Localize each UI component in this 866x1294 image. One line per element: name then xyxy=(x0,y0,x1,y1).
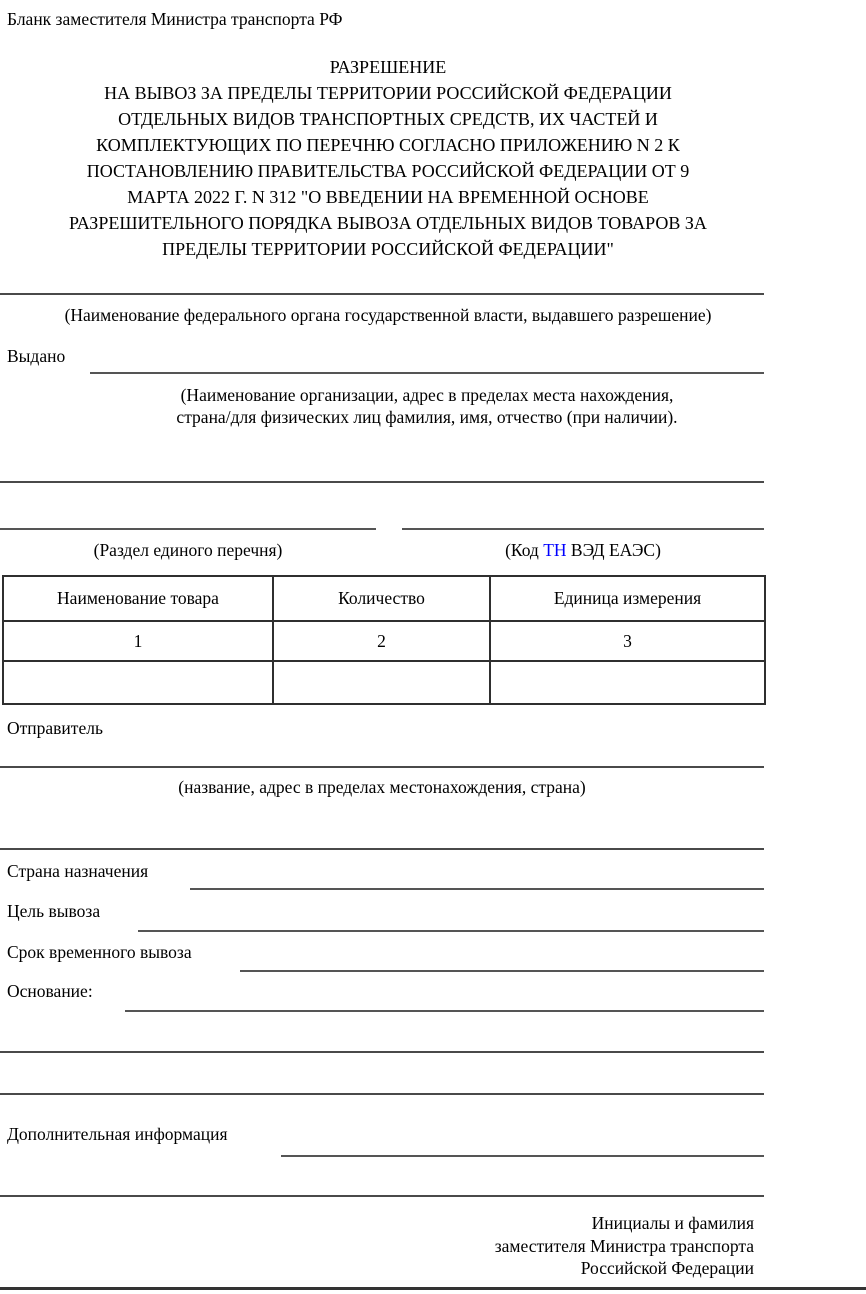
goods-table-data-row xyxy=(3,661,765,704)
title-line: ПРЕДЕЛЫ ТЕРРИТОРИИ РОССИЙСКОЙ ФЕДЕРАЦИИ" xyxy=(162,239,614,259)
title-line: МАРТА 2022 Г. N 312 "О ВВЕДЕНИИ НА ВРЕМЕННОЙ ОСНОВЕ xyxy=(127,187,649,207)
goods-table-colnum: 1 xyxy=(3,621,273,661)
sender-field[interactable] xyxy=(0,766,764,768)
issued-to-label: Выдано xyxy=(7,346,66,366)
document-title xyxy=(0,54,776,262)
signature-block xyxy=(495,1212,754,1280)
title-line: КОМПЛЕКТУЮЩИХ ПО ПЕРЕЧНЮ СОГЛАСНО ПРИЛОЖЕНИЮ N 2 К xyxy=(96,135,680,155)
goods-table-header-row xyxy=(3,576,765,621)
signature-line: Инициалы и фамилия xyxy=(591,1213,754,1233)
sender-label: Отправитель xyxy=(7,718,103,738)
title-line: ОТДЕЛЬНЫХ ВИДОВ ТРАНСПОРТНЫХ СРЕДСТВ, ИХ ЧАСТЕЙ И xyxy=(118,109,658,129)
signature-line: заместителя Министра транспорта xyxy=(494,1235,754,1256)
issued-to-caption-line: страна/для физических лиц фамилия, имя, отчество (при наличии). xyxy=(176,407,678,427)
temporary-export-period-field[interactable] xyxy=(240,970,764,972)
code-caption-prefix: (Код xyxy=(505,540,544,560)
additional-info-label: Дополнительная информация xyxy=(7,1124,228,1144)
basis-field[interactable] xyxy=(125,1010,764,1012)
goods-name-cell[interactable] xyxy=(3,661,273,704)
title-line: РАЗРЕШИТЕЛЬНОГО ПОРЯДКА ВЫВОЗА ОТДЕЛЬНЫХ ВИДОВ ТОВАРОВ ЗА xyxy=(69,213,707,233)
goods-unit-cell[interactable] xyxy=(490,661,765,704)
title-line: ПОСТАНОВЛЕНИЮ ПРАВИТЕЛЬСТВА РОССИЙСКОЙ ФЕДЕРАЦИИ ОТ 9 xyxy=(86,161,690,181)
separator-rule xyxy=(0,481,764,483)
basis-continuation-field[interactable] xyxy=(0,1093,764,1095)
basis-continuation-field[interactable] xyxy=(0,1051,764,1053)
unified-list-section-field[interactable] xyxy=(0,528,376,530)
code-caption-suffix: ВЭД ЕАЭС) xyxy=(566,540,661,560)
issued-to-caption-line: (Наименование организации, адрес в пределах места нахождения, xyxy=(180,385,674,405)
sender-caption: (название, адрес в пределах местонахождения, страна) xyxy=(178,777,586,797)
letterhead-label: Бланк заместителя Министра транспорта РФ xyxy=(7,9,343,29)
temporary-export-period-label: Срок временного вывоза xyxy=(7,942,192,962)
title-line: РАЗРЕШЕНИЕ xyxy=(329,57,447,77)
goods-table-colnum: 2 xyxy=(273,621,490,661)
tn-code-link[interactable]: ТН xyxy=(543,540,567,560)
separator-rule xyxy=(0,848,764,850)
signature-line: Российской Федерации xyxy=(580,1258,754,1278)
issuing-authority-caption: (Наименование федерального органа государственной власти, выдавшего разрешение) xyxy=(64,305,712,325)
destination-country-label: Страна назначения xyxy=(7,861,149,881)
goods-table-header-unit: Единица измерения xyxy=(490,576,765,621)
issued-to-caption xyxy=(90,384,764,428)
goods-table xyxy=(2,575,766,705)
issuing-authority-field[interactable] xyxy=(0,293,764,295)
issued-to-field[interactable] xyxy=(90,372,764,374)
goods-table-number-row xyxy=(3,621,765,661)
unified-list-section-caption: (Раздел единого перечня) xyxy=(93,540,283,560)
basis-label: Основание: xyxy=(7,981,93,1001)
goods-table-header-name: Наименование товара xyxy=(3,576,273,621)
goods-quantity-cell[interactable] xyxy=(273,661,490,704)
tn-ved-code-caption xyxy=(402,540,764,561)
destination-country-field[interactable] xyxy=(190,888,764,890)
additional-info-continuation-field[interactable] xyxy=(0,1195,764,1197)
title-line: НА ВЫВОЗ ЗА ПРЕДЕЛЫ ТЕРРИТОРИИ РОССИЙСКОЙ ФЕДЕРАЦИИ xyxy=(104,83,672,103)
export-purpose-label: Цель вывоза xyxy=(7,901,101,921)
additional-info-field[interactable] xyxy=(281,1155,764,1157)
goods-table-colnum: 3 xyxy=(490,621,765,661)
page-bottom-rule xyxy=(0,1287,866,1290)
export-purpose-field[interactable] xyxy=(138,930,764,932)
goods-table-header-quantity: Количество xyxy=(273,576,490,621)
tn-ved-code-field[interactable] xyxy=(402,528,764,530)
